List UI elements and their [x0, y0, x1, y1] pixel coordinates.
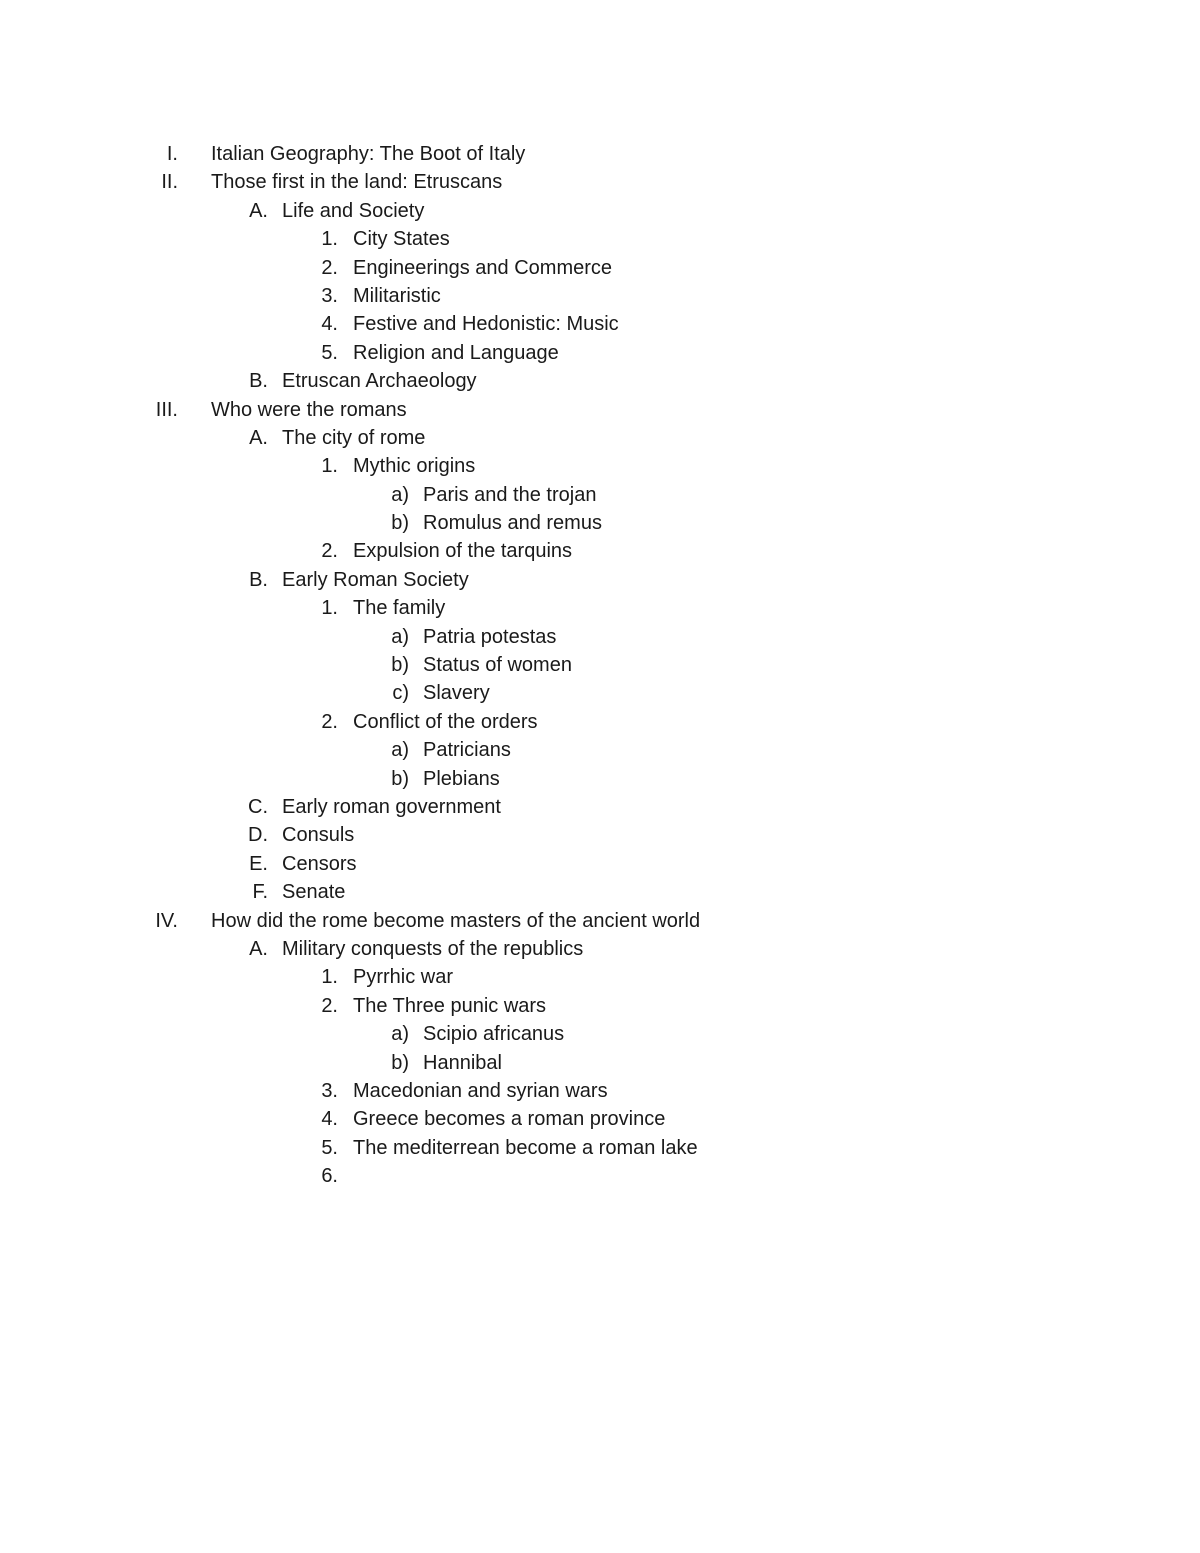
outline-text: Hannibal: [423, 1051, 502, 1074]
outline-text: Patricians: [423, 739, 511, 762]
outline-marker: II.: [161, 171, 178, 194]
outline-text: Expulsion of the tarquins: [353, 540, 573, 563]
outline-marker: B.: [249, 568, 268, 591]
outline-marker: 3.: [321, 284, 338, 307]
outline-text: Conflict of the orders: [353, 710, 538, 733]
outline-item: [0, 566, 1200, 594]
outline-marker: 3.: [321, 1079, 338, 1102]
outline-marker: 5.: [321, 1136, 338, 1159]
outline-text: Patria potestas: [423, 625, 557, 648]
outline-text: Censors: [282, 852, 357, 875]
outline-text: Engineerings and Commerce: [353, 256, 613, 279]
outline-item: [0, 254, 1200, 282]
outline-text: City States: [353, 228, 450, 251]
outline-text: Who were the romans: [211, 398, 407, 421]
outline-item: [0, 367, 1200, 395]
outline-list: [0, 140, 1200, 1190]
outline-item: [0, 765, 1200, 793]
outline-item: [0, 736, 1200, 764]
outline-item: [0, 594, 1200, 622]
outline-item: [0, 623, 1200, 651]
outline-text: Militaristic: [353, 284, 441, 307]
outline-marker: 2.: [321, 710, 338, 733]
outline-item: [0, 793, 1200, 821]
outline-item: [0, 1049, 1200, 1077]
outline-marker: b): [391, 767, 409, 790]
outline-text: The mediterrean become a roman lake: [353, 1136, 698, 1159]
outline-marker: 1.: [321, 455, 338, 478]
outline-item: [0, 1020, 1200, 1048]
outline-text: Early roman government: [282, 795, 501, 818]
outline-marker: D.: [248, 824, 268, 847]
outline-marker: b): [391, 1051, 409, 1074]
outline-item: [0, 509, 1200, 537]
outline-item: [0, 424, 1200, 452]
outline-text: Festive and Hedonistic: Music: [353, 313, 619, 336]
outline-item: [0, 481, 1200, 509]
outline-text: Those first in the land: Etruscans: [211, 171, 503, 194]
outline-marker: 4.: [321, 1108, 338, 1131]
outline-text: Pyrrhic war: [353, 966, 454, 989]
outline-item: [0, 282, 1200, 310]
outline-marker: IV.: [155, 909, 178, 932]
outline-marker: a): [391, 483, 409, 506]
outline-marker: 1.: [321, 966, 338, 989]
outline-item: [0, 935, 1200, 963]
outline-text: Mythic origins: [353, 455, 476, 478]
outline-item: [0, 452, 1200, 480]
outline-marker: E.: [249, 852, 268, 875]
outline-marker: C.: [248, 795, 268, 818]
outline-marker: A.: [249, 426, 268, 449]
outline-item: [0, 850, 1200, 878]
outline-text: Paris and the trojan: [423, 483, 597, 506]
outline-text: The city of rome: [282, 426, 426, 449]
outline-text: The family: [353, 597, 446, 620]
outline-marker: b): [391, 654, 409, 677]
outline-item: [0, 537, 1200, 565]
outline-marker: F.: [252, 881, 268, 904]
outline-item: [0, 992, 1200, 1020]
outline-item: [0, 963, 1200, 991]
outline-text: Consuls: [282, 824, 355, 847]
outline-item: [0, 679, 1200, 707]
outline-marker: I.: [166, 143, 178, 165]
outline-marker: a): [391, 625, 409, 648]
outline-item: [0, 339, 1200, 367]
outline-text: Romulus and remus: [423, 512, 602, 535]
outline-item: [0, 310, 1200, 338]
outline-text: Slavery: [423, 682, 490, 705]
outline-marker: 4.: [321, 313, 338, 336]
outline-item: [0, 140, 1200, 168]
outline-item: [0, 225, 1200, 253]
outline-item: [0, 396, 1200, 424]
outline-marker: 2.: [321, 540, 338, 563]
outline-marker: A.: [249, 937, 268, 960]
outline-item: [0, 708, 1200, 736]
outline-text: Scipio africanus: [423, 1023, 565, 1046]
outline-item: [0, 1134, 1200, 1162]
outline-marker: 2.: [321, 256, 338, 279]
outline-marker: 5.: [321, 341, 338, 364]
outline-text: Etruscan Archaeology: [282, 370, 477, 393]
outline-text: Status of women: [423, 654, 572, 677]
outline-marker: b): [391, 512, 409, 535]
outline-marker: III.: [155, 398, 178, 421]
outline-marker: 1.: [321, 228, 338, 251]
outline-item: [0, 651, 1200, 679]
outline-marker: 2.: [321, 994, 338, 1017]
outline-item: [0, 168, 1200, 196]
outline-marker: 1.: [321, 597, 338, 620]
outline-text: Greece becomes a roman province: [353, 1108, 666, 1131]
outline-text: Italian Geography: The Boot of Italy: [211, 143, 526, 165]
outline-marker: a): [391, 739, 409, 762]
outline-marker: 6.: [321, 1165, 338, 1188]
outline-item: [0, 821, 1200, 849]
outline-text: Life and Society: [282, 199, 425, 222]
outline-item: [0, 1105, 1200, 1133]
outline-item: [0, 907, 1200, 935]
outline-marker: A.: [249, 199, 268, 222]
outline-text: Macedonian and syrian wars: [353, 1079, 608, 1102]
outline-marker: a): [391, 1023, 409, 1046]
outline-text: How did the rome become masters of the ancient world: [211, 909, 701, 932]
outline-text: The Three punic wars: [353, 994, 547, 1017]
outline-item: [0, 197, 1200, 225]
outline-text: Religion and Language: [353, 341, 559, 364]
outline-item: [0, 878, 1200, 906]
outline-marker: B.: [249, 370, 268, 393]
outline-text: Senate: [282, 881, 346, 904]
outline-marker: c): [392, 682, 409, 705]
outline-text: Military conquests of the republics: [282, 937, 584, 960]
outline-text: Early Roman Society: [282, 568, 469, 591]
outline-item: [0, 1077, 1200, 1105]
outline-text: Plebians: [423, 767, 500, 790]
outline-item: [0, 1162, 1200, 1190]
